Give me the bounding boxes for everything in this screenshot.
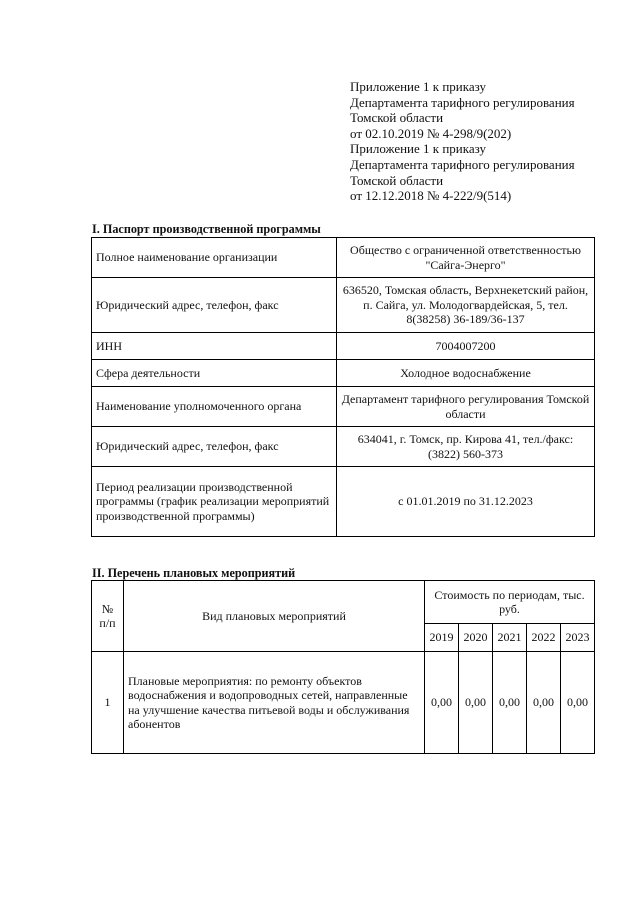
passport-label: ИНН — [92, 333, 337, 360]
col-header-number: № п/п — [92, 581, 124, 652]
order-reference-header — [350, 79, 575, 204]
passport-value: 634041, г. Томск, пр. Кирова 41, тел./факс: (3822) 560-373 — [337, 427, 595, 467]
col-header-cost: Стоимость по периодам, тыс. руб. — [425, 581, 595, 624]
passport-label: Юридический адрес, телефон, факс — [92, 278, 337, 333]
table-row — [92, 387, 595, 427]
passport-label: Период реализации производственной программы (график реализации мероприятий производственной программы) — [92, 467, 337, 537]
table-row — [92, 427, 595, 467]
year-header: 2021 — [493, 624, 527, 652]
cost-value: 0,00 — [425, 652, 459, 754]
table-row — [92, 652, 595, 754]
passport-table — [91, 237, 595, 537]
table-header-row — [92, 581, 595, 624]
header-line: от 02.10.2019 № 4-298/9(202) — [350, 125, 512, 141]
section-title-activities: II. Перечень плановых мероприятий — [92, 566, 296, 580]
passport-label: Сфера деятельности — [92, 360, 337, 387]
table-row — [92, 467, 595, 537]
section-title-passport: I. Паспорт производственной программы — [92, 222, 321, 236]
header-line: Приложение 1 к приказу — [350, 79, 487, 94]
passport-value: 636520, Томская область, Верхнекетский район, п. Сайга, ул. Молодогвардейская, 5, тел. 8(38258) 36-189/36-137 — [337, 278, 595, 333]
passport-value: Департамент тарифного регулирования Томской области — [337, 387, 595, 427]
header-line: Томской области — [350, 110, 444, 126]
year-header: 2023 — [561, 624, 595, 652]
year-header: 2022 — [527, 624, 561, 652]
year-header: 2019 — [425, 624, 459, 652]
passport-value: 7004007200 — [337, 333, 595, 360]
passport-label: Наименование уполномоченного органа — [92, 387, 337, 427]
cost-value: 0,00 — [561, 652, 595, 754]
header-line: Департамента тарифного регулирования — [350, 156, 575, 172]
cost-value: 0,00 — [527, 652, 561, 754]
passport-label: Юридический адрес, телефон, факс — [92, 427, 337, 467]
table-row — [92, 360, 595, 387]
passport-value: Общество с ограниченной ответственностью "Сайга-Энерго" — [337, 238, 595, 278]
passport-value: Холодное водоснабжение — [337, 360, 595, 387]
activities-table — [91, 580, 595, 754]
year-header: 2020 — [459, 624, 493, 652]
row-number: 1 — [92, 652, 124, 754]
header-line: Томской области — [350, 172, 444, 188]
table-row — [92, 238, 595, 278]
passport-value: с 01.01.2019 по 31.12.2023 — [337, 467, 595, 537]
table-row — [92, 333, 595, 360]
activity-description: Плановые мероприятия: по ремонту объектов водоснабжения и водопроводных сетей, направленные на улучшение качества питьевой воды и обслуживания абонентов — [124, 652, 425, 754]
cost-value: 0,00 — [493, 652, 527, 754]
table-row — [92, 278, 595, 333]
header-line: от 12.12.2018 № 4-222/9(514) — [350, 188, 512, 204]
header-line: Департамента тарифного регулирования — [350, 94, 575, 110]
passport-label: Полное наименование организации — [92, 238, 337, 278]
col-header-kind: Вид плановых мероприятий — [124, 581, 425, 652]
header-line: Приложение 1 к приказу — [350, 141, 487, 157]
cost-value: 0,00 — [459, 652, 493, 754]
